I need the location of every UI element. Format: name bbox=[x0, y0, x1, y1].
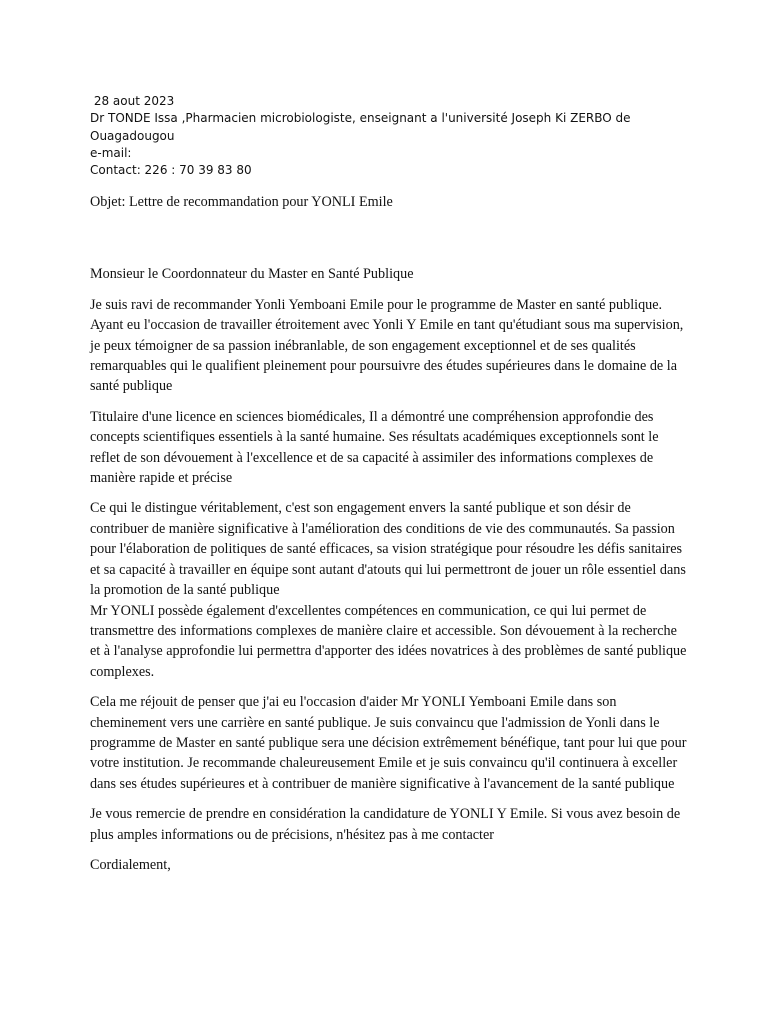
author-info: Dr TONDE Issa ,Pharmacien microbiologiste, enseignant a l'université Joseph Ki ZERBO de Ouagadougou bbox=[90, 111, 631, 143]
contact-phone: Contact: 226 : 70 39 83 80 bbox=[90, 163, 252, 178]
email-label: e-mail: bbox=[90, 145, 132, 160]
letter-date: 28 aout 2023 bbox=[90, 94, 175, 108]
letter-subject: Objet: Lettre de recommandation pour YONLI Emile bbox=[90, 194, 393, 210]
letter-salutation: Monsieur le Coordonnateur du Master en Santé Publique bbox=[90, 266, 414, 283]
paragraph-academic: Titulaire d'une licence en sciences biomédicales, Il a démontré une compréhension approfondie des concepts scientifiques essentiels à la santé humaine. Ses résultats académiques exceptionnels sont le reflet de son dévouement à l'excellence et de sa capacité à assimiler des informations complexes de manière rapide et précise bbox=[90, 408, 659, 487]
paragraph-thanks: Je vous remercie de prendre en considération la candidature de YONLI Y Emile. Si vous avez besoin de plus amples informations ou de précisions, n'hésitez pas à me contacter bbox=[90, 806, 681, 843]
paragraph-communication: Mr YONLI possède également d'excellentes compétences en communication, ce qui lui permet de transmettre des informations complexes de manière claire et accessible. Son dévouement à la recherche et à l'analyse approfondie lui permettra d'apporter des idées novatrices à des problèmes de santé publique complexes. bbox=[90, 602, 687, 680]
letter-closing: Cordialement, bbox=[90, 856, 171, 873]
paragraph-support: Cela me réjouit de penser que j'ai eu l'occasion d'aider Mr YONLI Yemboani Emile dans son cheminement vers une carrière en santé publique. Je suis convaincu que l'admission de Yonli dans le programme de Master en santé publique sera une décision extrêmement bénéfique, tant pour lui que pour votre institution. Je recommande chaleureusement Emile et je suis convaincu qu'il continuera à exceller dans ses études supérieures et à contribuer de manière significative à l'avancement de la santé publique bbox=[90, 694, 687, 792]
letter-body bbox=[90, 192, 688, 875]
paragraph-recommendation: Je suis ravi de recommander Yonli Yemboani Emile pour le programme de Master en santé publique. Ayant eu l'occasion de travailler étroitement avec Yonli Y Emile en tant qu'étudiant sous ma supervision, je peux témoigner de sa passion inébranlable, de son engagement exceptionnel et de ses qualités remarquables qui le qualifient pleinement pour poursuivre des études supérieures dans le domaine de la santé publique bbox=[90, 296, 684, 395]
paragraph-engagement: Ce qui le distingue véritablement, c'est son engagement envers la santé publique et son désir de contribuer de manière significative à l'amélioration des conditions de vie des communautés. Sa passion pour l'élaboration de politiques de santé efficaces, sa vision stratégique pour résoudre les défis sanitaires et sa capacité à travailler en équipe sont autant d'atouts qui lui permettront de jouer un rôle essentiel dans la promotion de la santé publique bbox=[90, 500, 686, 599]
letter-header bbox=[90, 93, 650, 179]
